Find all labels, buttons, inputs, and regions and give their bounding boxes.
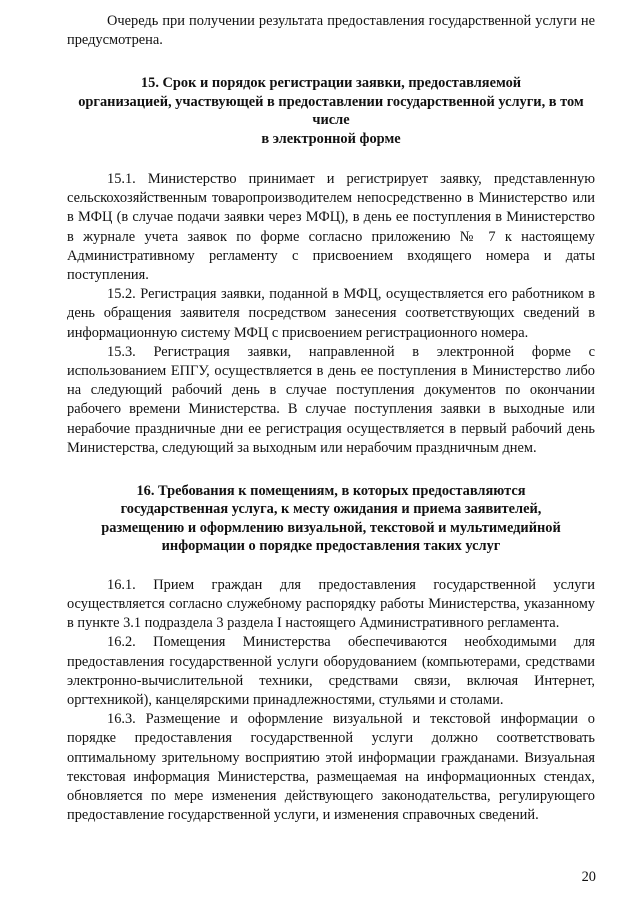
section-16-heading-line: государственная услуга, к месту ожидания и приема заявителей, bbox=[120, 501, 542, 518]
paragraph-15-3: 15.3. Регистрация заявки, направленной в электронной форме с использованием ЕПГУ, осуществляется в день ее поступления в Министерство либо на следующий рабочий день в случае поступления документов по окончании рабочего времени Министерства. В случае поступления заявки в выходные или нерабочие праздничные дни ее регистрация осуществляется в первый рабочий день Министерства, следующий за выходным или нерабочим праздничным днем. bbox=[67, 343, 595, 456]
section-15-heading-line: организацией, участвующей в предоставлении государственной услуги, в том числе bbox=[78, 93, 584, 129]
section-15-heading-line: 15. Срок и порядок регистрации заявки, предоставляемой bbox=[140, 75, 522, 92]
section-16-heading bbox=[67, 482, 595, 556]
paragraph-16-1: 16.1. Прием граждан для предоставления государственной услуги осуществляется согласно служебному распорядку работы Министерства, указанному в пункте 3.1 подраздела 3 раздела I настоящего Административного регламента. bbox=[67, 576, 595, 632]
document-page bbox=[67, 12, 595, 825]
page-number: 20 bbox=[581, 869, 596, 885]
intro-paragraph: Очередь при получении результата предоставления государственной услуги не предусмотрена. bbox=[67, 13, 595, 49]
section-16-heading-line: информации о порядке предоставления таких услуг bbox=[161, 538, 501, 555]
section-16-heading-line: размещению и оформлению визуальной, текстовой и мультимедийной bbox=[101, 519, 561, 536]
section-15-heading-line: в электронной форме bbox=[261, 130, 401, 147]
paragraph-16-2: 16.2. Помещения Министерства обеспечиваются необходимыми для предоставления государственной услуги оборудованием (компьютерами, средствами электронно-вычислительной техники, средствами связи, включая Интернет, оргтехникой), канцелярскими принадлежностями, стульями и столами. bbox=[67, 634, 595, 708]
section-16-heading-line: 16. Требования к помещениям, в которых предоставляются bbox=[136, 483, 526, 500]
paragraph-15-2: 15.2. Регистрация заявки, поданной в МФЦ, осуществляется его работником в день обращения заявителя посредством занесения соответствующих сведений в информационную систему МФЦ с присвоением регистрационного номера. bbox=[67, 286, 595, 341]
paragraph-15-1: 15.1. Министерство принимает и регистрирует заявку, представленную сельскохозяйственным товаропроизводителем непосредственно в Министерство или в МФЦ (в случае подачи заявки через МФЦ), в день ее поступления в Министерство в журнале учета заявок по форме согласно приложению № 7 к настоящему Административному регламенту с присвоением входящего номера и даты поступления. bbox=[67, 171, 595, 284]
section-15-heading bbox=[67, 74, 595, 148]
paragraph-16-3: 16.3. Размещение и оформление визуальной и текстовой информации о порядке предоставления государственной услуги должно соответствовать оптимальному зрительному восприятию этой информации гражданами. Визуальная текстовая информация Министерства, размещаемая на информационных стендах, обновляется по мере изменения действующего законодательства, регулирующего предоставление государственной услуги, и изменения справочных сведений. bbox=[67, 711, 595, 824]
